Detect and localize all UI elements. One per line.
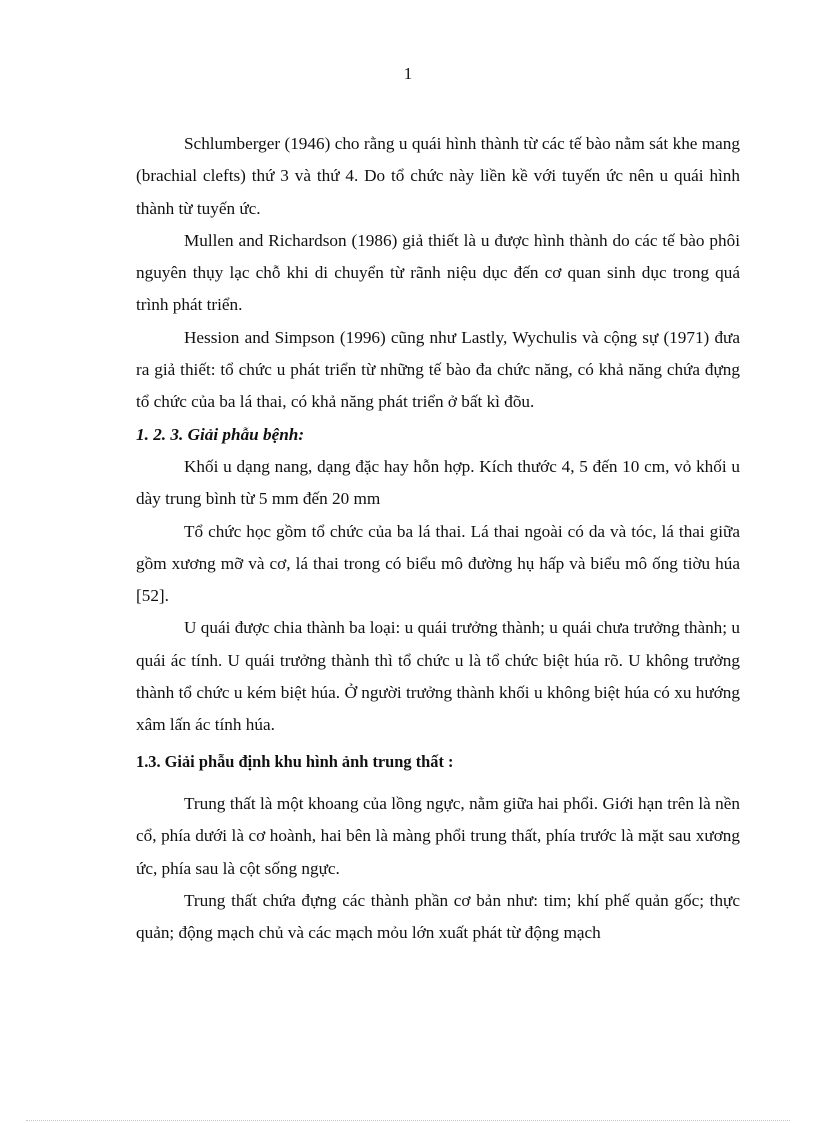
section-heading-pathology: 1. 2. 3. Giải phẫu bệnh: [136,424,305,444]
paragraph-mediastinum-limits: Trung thất là một khoang của lồng ngực, nằm giữa hai phổi. Giới hạn trên là nền cổ, phía dưới là cơ hoành, hai bên là màng phổi trung thất, phía trước là mặt sau xương ức, phía sau là cột sống ngực. [136,793,740,878]
paragraph-histology: Tổ chức học gồm tổ chức của ba lá thai. Lá thai ngoài có da và tóc, lá thai giữa gồm xương mỡ và cơ, lá thai trong có biểu mô đường hụ hấp và biểu mô ống tiờu húa [52]. [136,521,740,606]
paragraph-mullen-richardson: Mullen and Richardson (1986) giả thiết là u được hình thành do các tế bào phôi nguyên thụy lạc chỗ khi di chuyển từ rãnh niệu dục đến cơ quan sinh dục trong quá trình phát triển. [136,230,740,315]
paragraph-tumor-shape: Khối u dạng nang, dạng đặc hay hỗn hợp. Kích thước 4, 5 đến 10 cm, vỏ khối u dày trung bình từ 5 mm đến 20 mm [136,456,740,509]
section-heading-mediastinum: 1.3. Giải phẫu định khu hình ảnh trung thất : [136,751,454,771]
page-number: 1 [403,64,413,83]
document-body [136,128,740,949]
paragraph-mediastinum-contents: Trung thất chứa đựng các thành phần cơ bản như: tim; khí phế quản gốc; thực quản; động mạch chủ và các mạch mỏu lớn xuất phát từ động mạch [136,890,740,943]
page-bottom-divider [26,1120,790,1121]
paragraph-classification: U quái được chia thành ba loại: u quái trưởng thành; u quái chưa trưởng thành; u quái ác tính. U quái trưởng thành thì tổ chức u là tổ chức biệt húa rõ. U không trưởng thành tổ chức u kém biệt húa. Ở người trưởng thành khối u không biệt húa có xu hướng xâm lấn ác tính húa. [136,618,740,735]
paragraph-schlumberger: Schlumberger (1946) cho rằng u quái hình thành từ các tế bào nằm sát khe mang (brachial clefts) thứ 3 và thứ 4. Do tổ chức này liền kề với tuyến ức nên u quái hình thành từ tuyến ức. [136,134,740,218]
paragraph-hession-simpson: Hession and Simpson (1996) cũng như Lastly, Wychulis và cộng sự (1971) đưa ra giả thiết: tổ chức u phát triển từ những tế bào đa chức năng, có khả năng chứa đựng tổ chức của ba lá thai, có khả năng phát triển ở bất kì đõu. [136,327,740,412]
